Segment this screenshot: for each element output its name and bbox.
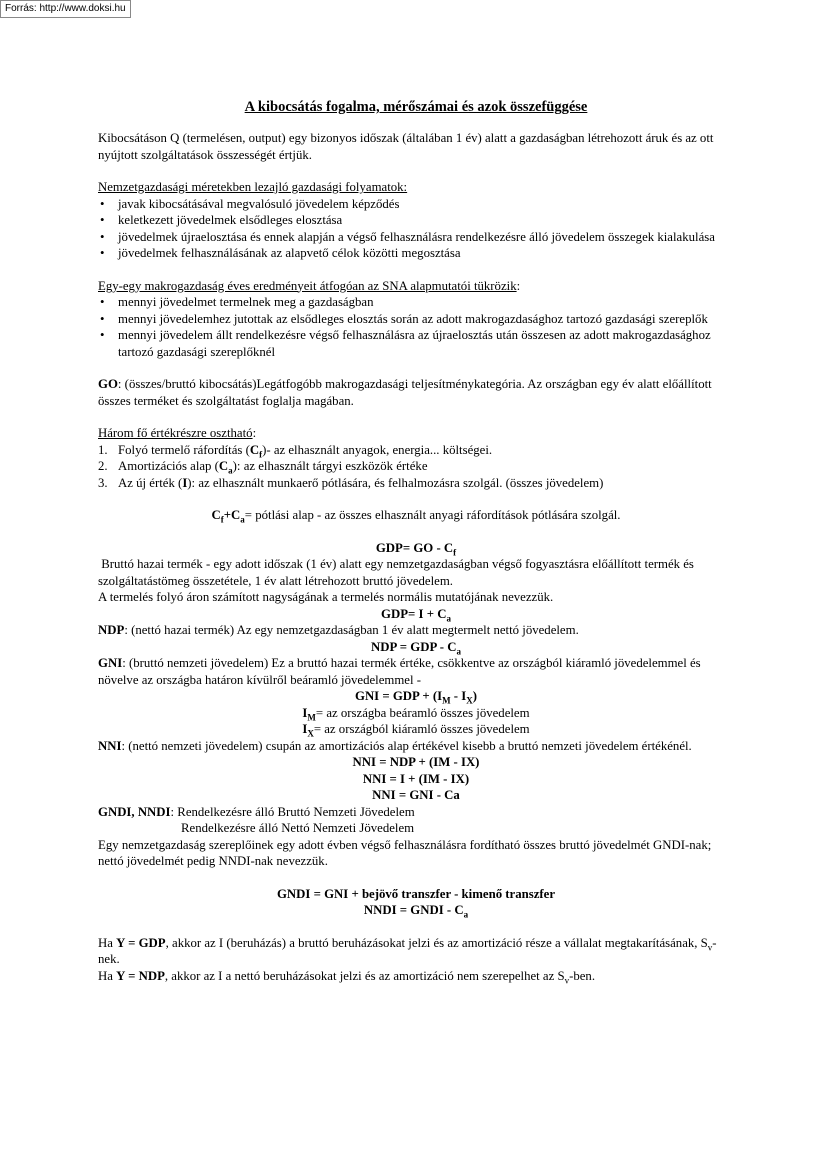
nndi-formula: NNDI = GNDI - $C_a$ xyxy=(363,903,469,920)
cfca-formula: $C_f+C_a=$ pótlási alap - az összes elhasznált anyagi ráfordítások pótlására szolgál. xyxy=(211,508,621,525)
gdp-description-2: A termelés folyó áron számított nagyságának a termelés normális mutatójának nevezzük. xyxy=(98,590,554,604)
nni-paragraph: NNI: (nettó nemzeti jövedelem) csupán az amortizációs alap értékével kisebb a bruttó nemzeti jövedelem értékénél. xyxy=(98,738,692,753)
section1-heading: Nemzetgazdasági méretekben lezajló gazdasági folyamatok: xyxy=(98,180,408,194)
ndp-paragraph: NDP: (nettó hazai termék) Az egy nemzetgazdaságban 1 év alatt megtermelt nettó jövedelem. xyxy=(98,623,579,637)
section2-heading: Egy-egy makrogazdaság éves eredményeit átfogóan az SNA alapmutatói tükrözik: xyxy=(98,278,521,293)
gndi-heading: GNDI, NNDI: Rendelkezésre álló Bruttó Nemzeti Jövedelem xyxy=(98,804,415,819)
list-item: 2. Amortizációs alap $(C_a)$: az elhasznált tárgyi eszközök értéke xyxy=(98,459,428,476)
gndi-paragraph: Egy nemzetgazdaság szereplőinek egy adott évben végső felhasználásra fordítható összes bruttó jövedelmét GNDI-nak; nettó jövedelmét pedig NNDI-nak nevezzük. xyxy=(98,837,712,868)
im-definition: $I_M=$ az országba beáramló összes jövedelem xyxy=(302,705,530,723)
nni-formula-2: NNI = I + (IM - IX) xyxy=(362,771,470,786)
ndp-formula: NDP = GDP - $C_a$ xyxy=(371,639,461,657)
list-item: • jövedelmek újraelosztása és ennek alapján a végső felhasználásra rendelkezésre álló jövedelem összegek kialakulása xyxy=(98,229,734,246)
gdp-description: Bruttó hazai termék - egy adott időszak (1 év) alatt egy nemzetgazdaságban végső fogyasztásra előállított termék és szolgáltatástömeg összetétele, 1 év alatt létrehozott bruttó jövedelem. xyxy=(98,557,698,588)
section2-list xyxy=(98,294,734,360)
nni-formula-1: NNI = NDP + (IM - IX) xyxy=(352,755,480,769)
section3-list xyxy=(98,442,734,492)
intro-paragraph: Kibocsátáson Q (termelésen, output) egy bizonyos időszak (általában 1 év) alatt a gazdaságban létrehozott áruk és az ott nyújtott szolgáltatások összességét értjük. xyxy=(98,131,714,162)
ix-definition: $I_X=$ az országból kiáramló összes jövedelem xyxy=(302,722,530,739)
gni-formula: GNI = GDP + $(I_M - I_X)$ xyxy=(354,689,477,706)
list-item: 1. Folyó termelő ráfordítás $(C_f)-$ az elhasznált anyagok, energia... költségei. xyxy=(98,442,493,460)
list-item: • mennyi jövedelem állt rendelkezésre végső felhasználásra az újraelosztás után összesen az adott makrogazdasághoz tartozó gazdasági szereplőknél xyxy=(98,327,734,360)
page-title: A kibocsátás fogalma, mérőszámai és azok összefüggése xyxy=(244,99,588,115)
go-paragraph: GO: (összes/bruttó kibocsátás)Legátfogóbb makrogazdasági teljesítménykategória. Az országban egy év alatt előállított összes terméket és szolgáltatást foglalja magában. xyxy=(98,377,712,408)
source-label: Forrás: http://www.doksi.hu xyxy=(0,0,131,18)
closing-paragraph-1: Ha Y = GDP, akkor az I (beruházás) a bruttó beruházásokat jelzi és az amortizáció része a vállalat megtakarításának, $S_v$-nek. xyxy=(98,935,717,966)
list-item: • jövedelmek felhasználásának az alapvető célok közötti megosztása xyxy=(98,245,734,262)
gndi-formula: GNDI = GNI + bejövő transzfer - kimenő transzfer xyxy=(276,886,556,901)
list-item: 3. Az új érték (I): az elhasznált munkaerő pótlására, és felhalmozásra szolgál. (összes jövedelem) xyxy=(98,475,604,490)
nndi-heading: Rendelkezésre álló Nettó Nemzeti Jövedelem xyxy=(181,821,415,835)
closing-paragraph-2: Ha Y = NDP, akkor az I a nettó beruházásokat jelzi és az amortizáció nem szerepelhet az $S_v$-ben. xyxy=(98,968,596,986)
section3-heading: Három fő értékrészre osztható: xyxy=(98,426,257,440)
section1-list xyxy=(98,196,734,262)
list-item: • keletkezett jövedelmek elsődleges elosztása xyxy=(98,212,734,229)
gni-paragraph: GNI: (bruttó nemzeti jövedelem) Ez a bruttó hazai termék értéke, csökkentve az országból kiáramló jövedelemmel és növelve az országba határon kívülről beáramló jövedelemmel - xyxy=(98,656,701,687)
gdp-formula: GDP= GO - $C_f$ xyxy=(375,540,457,558)
document-body xyxy=(98,98,734,984)
list-item: • javak kibocsátásával megvalósuló jövedelem képződés xyxy=(98,196,734,213)
list-item: • mennyi jövedelmet termelnek meg a gazdaságban xyxy=(98,294,734,311)
nni-formula-3: NNI = GNI - Ca xyxy=(372,788,460,802)
list-item: • mennyi jövedelemhez jutottak az elsődleges elosztás során az adott makrogazdasághoz tartozó gazdasági szereplők xyxy=(98,311,734,328)
gdp-formula-2: $GDP= I + C_a$ xyxy=(381,606,451,624)
